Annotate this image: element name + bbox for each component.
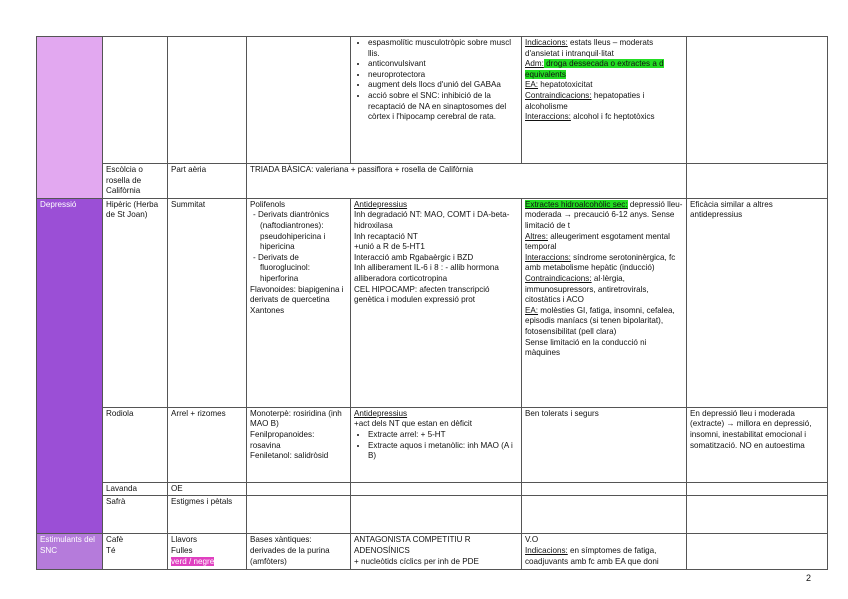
list-item: • Extracte aquos i metanòlic: inh MAO (A i B)	[368, 441, 518, 462]
interactions-label: Interaccions:	[525, 252, 571, 262]
composition-list	[250, 210, 347, 284]
driving-note: Sense limitació en la conducció ni màquines	[525, 337, 647, 358]
table-row	[37, 482, 828, 496]
part-cell: OE	[168, 482, 247, 496]
list-item: • anticonvulsivant	[368, 59, 518, 70]
mechanism-cell	[351, 198, 522, 407]
composition-cell	[247, 496, 351, 534]
mechanism-title: Antidepressius	[354, 199, 408, 209]
table-row	[37, 407, 828, 482]
contraindications-text: al·lèrgia, immunosupressors, antiretrovirals, citostàtics i ACO	[525, 273, 649, 305]
part-cell: Part aèria	[168, 164, 247, 199]
composition-cell	[247, 198, 351, 407]
composition-cell	[247, 37, 351, 164]
category-estimulants: Estimulants del SNC	[37, 534, 103, 570]
mechanism-line: Inh recaptació NT	[354, 231, 418, 241]
use-cell	[522, 496, 687, 534]
composition-line: Feniletanol: salidròsid	[250, 451, 329, 461]
plant-cell	[103, 37, 168, 164]
composition-line: Monoterpè: rosiridina (inh MAO B)	[250, 408, 342, 429]
part-cell	[168, 534, 247, 570]
mechanism-line: Interacció amb Rgabaèrgic i BZD	[354, 252, 474, 262]
mechanism-cell	[351, 37, 522, 164]
administration-text: droga dessecada o extractes a d equivalents	[525, 59, 664, 79]
use-cell	[522, 198, 687, 407]
indications-text: en símptomes de fatiga, coadjuvants amb fc amb EA que doni	[525, 545, 659, 566]
others-label: Altres:	[525, 231, 548, 241]
list-item: - Derivats diantrònics (naftodiantrones): pseudohipericina i hipericina	[260, 210, 347, 252]
indications-label: Indicacions:	[525, 545, 568, 555]
composition-title: Polifenols	[250, 199, 286, 209]
table-row	[37, 37, 828, 164]
te-variant: verd / negre	[171, 556, 215, 566]
plant-cell: Lavanda	[103, 482, 168, 496]
plant-cafe: Cafè	[106, 535, 124, 545]
plant-cell: Escòlcia o rosella de Califòrnia	[103, 164, 168, 199]
mechanism-cell	[351, 482, 522, 496]
mechanism-line: + nucleòtids cíclics per inh de PDE	[354, 556, 479, 566]
notes-cell	[687, 534, 828, 570]
composition-line: Fenilpropanoides: rosavina	[250, 429, 315, 450]
composition-cell	[247, 482, 351, 496]
notes-cell: Eficàcia similar a altres antidepressius	[687, 198, 828, 407]
interactions-label: Interaccions:	[525, 112, 571, 122]
monograph-table	[36, 36, 828, 570]
extract-label: Extractes hidroalcohòlic sec:	[525, 199, 628, 209]
list-item: • espasmolític musculotròpic sobre muscl llis.	[368, 38, 518, 59]
extract-text: depressió lleu-moderada → precaució 6-12 anys. Sense limitació de t	[525, 199, 683, 230]
use-cell	[522, 37, 687, 164]
notes-cell	[687, 164, 828, 199]
notes-cell	[687, 482, 828, 496]
contraindications-text: hepatopaties i alcoholisme	[525, 90, 645, 111]
list-item: • Extracte arrel: + 5-HT	[368, 430, 518, 441]
list-item: - Derivats de fluoroglucinol: hiperforina	[260, 253, 347, 285]
part-cell	[168, 37, 247, 164]
indications-text: estats lleus – moderats d'ansietat i intranquil·litat	[525, 38, 654, 58]
list-item: • neuroprotectora	[368, 70, 518, 81]
use-cell: Ben tolerats i segurs	[522, 407, 687, 482]
table-row	[37, 198, 828, 407]
list-item: • augment dels llocs d'unió del GABAa	[368, 80, 518, 91]
part-cell: Arrel + rizomes	[168, 407, 247, 482]
notes-cell: En depressió lleu i moderada (extracte) → millora en depressió, insomni, inestabilitat emocional i somatització. NO en autoestima	[687, 407, 828, 482]
plant-te: Té	[106, 545, 116, 555]
mechanism-title: ANTAGONISTA COMPETITIU R ADENOSÍNICS	[354, 535, 471, 555]
mechanism-line: CEL HIPOCAMP: afecten transcripció genètica i modulen expressió prot	[354, 284, 490, 305]
part-cafe: Llavors	[171, 535, 198, 545]
adverse-effects-text: hepatotoxicitat	[538, 80, 593, 90]
mechanism-line: +act dels NT que estan en dèficit	[354, 419, 472, 429]
mechanism-title: Antidepressius	[354, 408, 408, 418]
administration-text: V.O	[525, 535, 539, 545]
mechanism-cell	[351, 534, 522, 570]
table-row	[37, 496, 828, 534]
administration-label: Adm:	[525, 59, 544, 69]
contraindications-label: Contraindicacions:	[525, 273, 592, 283]
adverse-effects-text: molèsties GI, fatiga, insomni, cefalea, episodis maníacs (si tenen bipolaritat), fotosensibilitat (pell clara)	[525, 305, 675, 336]
category-cell	[37, 37, 103, 199]
part-cell: Summitat	[168, 198, 247, 407]
list-item: • acció sobre el SNC: inhibició de la recaptació de NA en sinaptosomes del còrtex i l'hipocamp cerebral de rata.	[368, 91, 518, 123]
use-cell	[522, 534, 687, 570]
mechanism-cell	[351, 407, 522, 482]
others-text: alleugeriment esgotament mental temporal	[525, 231, 670, 252]
notes-cell	[687, 496, 828, 534]
composition-cell: Bases xàntiques: derivades de la purina (amfòters)	[247, 534, 351, 570]
mechanism-cell	[351, 496, 522, 534]
plant-cell: Rodiola	[103, 407, 168, 482]
part-cell: Estigmes i pètals	[168, 496, 247, 534]
mechanism-line: +unió a R de 5-HT1	[354, 242, 425, 252]
contraindications-label: Contraindicacions:	[525, 90, 592, 100]
composition-cell	[247, 407, 351, 482]
plant-cell	[103, 534, 168, 570]
triad-cell: TRIADA BÀSICA: valeriana + passiflora + rosella de Califòrnia	[247, 164, 687, 199]
table-row	[37, 534, 828, 570]
use-cell	[522, 482, 687, 496]
interactions-text: alcohol i fc heptotòxics	[570, 112, 655, 122]
composition-line: Flavonoides: biapigenina i derivats de quercetina	[250, 284, 344, 305]
category-depressio: Depressió	[37, 198, 103, 534]
indications-label: Indicacions:	[525, 38, 568, 47]
adverse-effects-label: EA:	[525, 305, 539, 315]
adverse-effects-label: EA:	[525, 80, 539, 90]
notes-cell	[687, 37, 828, 164]
plant-cell: Safrà	[103, 496, 168, 534]
mechanism-line: Inh alliberament IL-6 i 8 : - allib hormona alliberadora corticotropina	[354, 263, 499, 283]
table-row	[37, 164, 828, 199]
mechanism-list	[354, 38, 518, 123]
mechanism-list	[354, 430, 518, 462]
mechanism-line: Inh degradació NT: MAO, COMT i DA-beta-hidroxilasa	[354, 210, 510, 230]
part-te: Fulles	[171, 545, 193, 555]
interactions-text: síndrome serotoninèrgica, fc amb metabolisme hepàtic (inducció)	[525, 252, 676, 273]
plant-cell: Hipèric (Herba de St Joan)	[103, 198, 168, 407]
composition-line: Xantones	[250, 305, 285, 315]
page-number: 2	[806, 573, 812, 583]
